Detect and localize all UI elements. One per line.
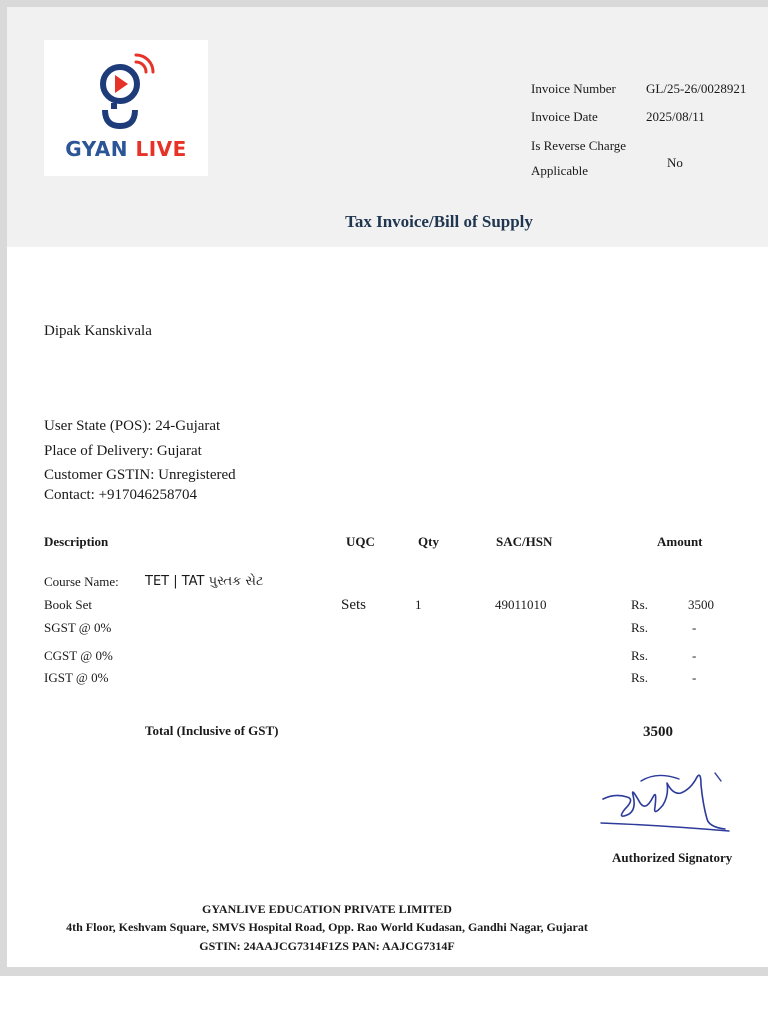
footer-tax-ids: GSTIN: 24AAJCG7314F1ZS PAN: AAJCG7314F xyxy=(199,939,455,953)
item-amount: 3500 xyxy=(688,597,714,612)
document-title: Tax Invoice/Bill of Supply xyxy=(345,212,533,231)
customer-state: User State (POS): 24-Gujarat xyxy=(44,418,221,434)
tax-label-sgst: SGST @ 0% xyxy=(44,620,112,635)
total-value: 3500 xyxy=(643,724,673,740)
total-label: Total (Inclusive of GST) xyxy=(145,723,279,738)
logo-word-live: LIVE xyxy=(135,137,187,161)
col-header-sac-hsn: SAC/HSN xyxy=(496,534,553,549)
item-currency: Rs. xyxy=(631,597,648,612)
authorized-signatory-label: Authorized Signatory xyxy=(612,850,733,865)
tax-amount-sgst: - xyxy=(692,620,697,635)
item-qty: 1 xyxy=(415,597,422,612)
reverse-charge-value: No xyxy=(667,155,683,170)
company-logo xyxy=(44,40,208,176)
invoice-date-label: Invoice Date xyxy=(531,109,598,124)
logo-word-gyan: GYAN xyxy=(65,137,128,161)
col-header-description: Description xyxy=(44,534,109,549)
footer-company-name: GYANLIVE EDUCATION PRIVATE LIMITED xyxy=(202,902,452,916)
tax-currency-cgst: Rs. xyxy=(631,648,648,663)
tax-currency-sgst: Rs. xyxy=(631,620,648,635)
item-description: Book Set xyxy=(44,597,93,612)
tax-currency-igst: Rs. xyxy=(631,670,648,685)
logo-wordmark xyxy=(44,137,208,161)
tax-amount-cgst: - xyxy=(692,648,697,663)
col-header-uqc: UQC xyxy=(346,534,375,549)
course-name-label: Course Name: xyxy=(44,574,119,589)
invoice-header xyxy=(7,7,768,247)
customer-contact: Contact: +917046258704 xyxy=(44,487,198,503)
col-header-qty: Qty xyxy=(418,534,439,549)
invoice-sheet xyxy=(7,7,768,967)
customer-gstin: Customer GSTIN: Unregistered xyxy=(44,467,236,483)
tax-amount-igst: - xyxy=(692,670,697,685)
customer-name: Dipak Kanskivala xyxy=(44,323,152,339)
footer-address: 4th Floor, Keshvam Square, SMVS Hospital Road, Opp. Rao World Kudasan, Gandhi Nagar, Gujarat xyxy=(66,920,588,934)
invoice-number-value: GL/25-26/0028921 xyxy=(646,81,747,96)
course-name-value: TET | TAT પુસ્તક સેટ xyxy=(145,574,264,589)
item-sac-hsn: 49011010 xyxy=(495,597,547,612)
reverse-charge-label-line2: Applicable xyxy=(531,163,589,178)
tax-label-igst: IGST @ 0% xyxy=(44,670,109,685)
reverse-charge-label-line1: Is Reverse Charge xyxy=(531,138,627,153)
item-uqc: Sets xyxy=(341,597,367,613)
handwritten-signature xyxy=(597,765,737,845)
tax-label-cgst: CGST @ 0% xyxy=(44,648,113,663)
invoice-date-value: 2025/08/11 xyxy=(646,109,705,124)
play-signal-icon xyxy=(90,48,162,130)
col-header-amount: Amount xyxy=(657,534,703,549)
invoice-number-label: Invoice Number xyxy=(531,81,616,96)
place-of-delivery: Place of Delivery: Gujarat xyxy=(44,443,202,459)
